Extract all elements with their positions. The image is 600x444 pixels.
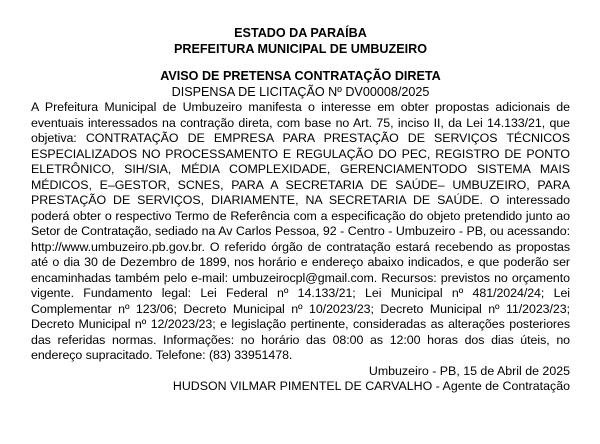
state-heading: ESTADO DA PARAÍBA	[234, 26, 367, 40]
municipality-heading: PREFEITURA MUNICIPAL DE UMBUZEIRO	[173, 41, 428, 56]
place-date: Umbuzeiro - PB, 15 de Abril de 2025	[368, 363, 570, 378]
notice-title: AVISO DE PRETENSA CONTRATAÇÃO DIRETA	[160, 69, 441, 83]
signatory: HUDSON VILMAR PIMENTEL DE CARVALHO - Agente de Contratação	[172, 379, 570, 393]
notice-body: A Prefeitura Municipal de Umbuzeiro manifesta o interesse em obter propostas adicionais de eventuais interessados na contração direta, com base no Art. 75, inciso II, da Lei 14.133/21, que objetiva: CONTRATAÇÃO DE EMPRESA PARA PRESTAÇÃO DE SERVIÇOS TÉCNICOS ESPECIALIZADOS NO PROCESSAMENTO E REGULAÇÃO DO PEC, REGISTRO DE PONTO ELETRÔNICO, SIH/SIA, MÉDIA COMPLEXIDADE, GERENCIAMENTODO SISTEMA MAIS MÉDICOS, E–GESTOR, SCNES, PARA A SECRETARIA DE SAÚDE– UMBUZEIRO, PARA PRESTAÇÃO DE SERVIÇOS, DIARIAMENTE, NA SECRETARIA DE SAÚDE. O interessado poderá obter o respectivo Termo de Referência com a especificação do objeto pretendido junto ao Setor de Contratação, sediado na Av Carlos Pessoa, 92 - Centro - Umbuzeiro - PB, ou acessando: http://www.umbuzeiro.pb.gov.br. O referido órgão de contratação estará recebendo as propostas até o dia 30 de Dezembro de 1899, nos horário e endereço abaixo indicados, e que poderão ser encaminhadas também pelo e-mail: umbuzeirocpl@gmail.com. Recursos: previstos no orçamento vigente. Fundamento legal: Lei Federal nº 14.133/21; Lei Municipal nº 481/2024/24; Lei Complementar nº 123/06; Decreto Municipal nº 10/2023/23; Decreto Municipal nº 11/2023/23; Decreto Municipal nº 12/2023/23; e legislação pertinente, consideradas as alterações posteriores das referidas normas. Informações: no horário das 08:00 as 12:00 horas dos dias úteis, no endereço supracitado. Telefone: (83) 33951478.	[31, 100, 570, 362]
spacer	[31, 57, 570, 69]
notice-subtitle: DISPENSA DE LICITAÇÃO Nº DV00008/2025	[171, 84, 430, 99]
notice-document	[31, 26, 570, 395]
